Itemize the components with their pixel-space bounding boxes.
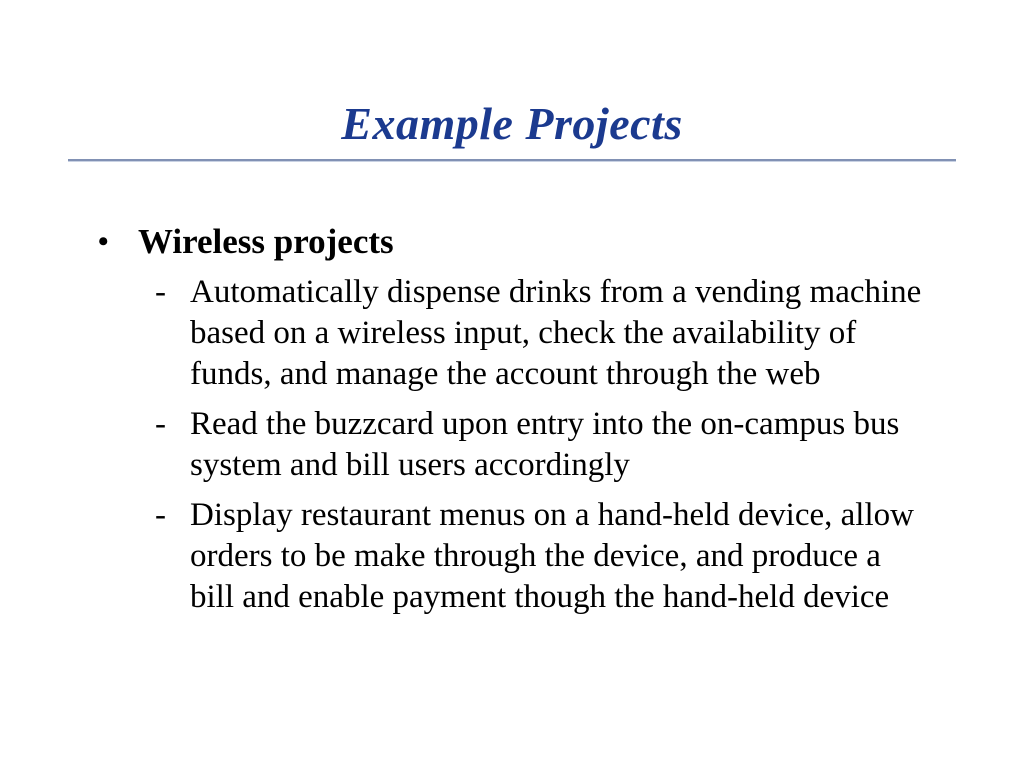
text-line: based on a wireless input, check the availability of — [190, 315, 857, 351]
sub-bullet-text — [190, 272, 968, 395]
bullet-list — [98, 221, 968, 627]
dash-marker-icon: - — [155, 406, 166, 442]
text-line: bill and enable payment though the hand-held device — [190, 579, 890, 615]
text-line: Automatically dispense drinks from a vending machine — [190, 274, 922, 310]
sub-bullet-text — [190, 495, 968, 618]
dash-marker-icon: - — [155, 274, 166, 310]
bullet-heading-label: Wireless projects — [138, 222, 394, 261]
text-line: system and bill users accordingly — [190, 447, 630, 483]
text-line: orders to be make through the device, and produce a — [190, 538, 881, 574]
text-line: Read the buzzcard upon entry into the on-campus bus — [190, 406, 900, 442]
text-line: funds, and manage the account through the web — [190, 356, 821, 392]
dash-marker-icon: - — [155, 497, 166, 533]
bullet-item-heading — [98, 221, 968, 262]
sub-bullet-item — [98, 495, 968, 618]
sub-bullet-text — [190, 404, 968, 486]
text-line: Display restaurant menus on a hand-held device, allow — [190, 497, 914, 533]
bullet-dot-icon: • — [98, 225, 109, 258]
page-title: Example Projects — [341, 98, 683, 149]
title-divider — [68, 159, 956, 162]
sub-bullet-item — [98, 272, 968, 395]
sub-bullet-item — [98, 404, 968, 486]
